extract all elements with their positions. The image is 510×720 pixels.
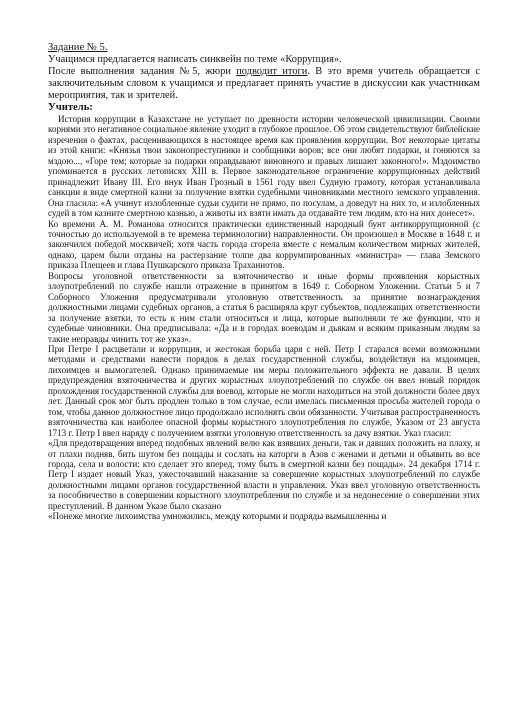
peter-first-paragraph: При Петре I расцветали и коррупция, и жестокая борьба царя с ней. Петр I старался всеми возможными методами и средствами навести порядок в делах государственной службы, воздействуя на мздоимцев, лихоимцев и вымогателей. Однако принимаемые им меры положительного эффекта не давали. В целях предупреждения взяточничества и других корыстных злоупотреблений по службе он ввел новый порядок прохождения государственной службы для воевод, которые не могли находиться на этой должности более двух лет. Данный срок мог быть продлен только в том случае, если имелась письменная просьба жителей города о том, чтобы данное должностное лицо продолжало исполнять свои обязанности. Учитывая распространенность взяточничества как наиболее опасной формы корыстного злоупотребления по службе, Указом от 23 августа 1713 г. Петр I ввел наряду с получением взятки уголовную ответственность за дачу взятки. Указ гласил:: [48, 343, 480, 438]
decree-quote-paragraph: «Для предотвращения вперед подобных явлений велю как взявших деньги, так и давших положить на плаху, и от плахи подняв, бить шутом без пощады и сослать на каторги в Азов с женами и детьми и объявить во все города, села и волости: кто сделает это вперед, тому быть в смертной казни без пощады». 24 декабря 1714 г. Петр I издает новый Указ, ужесточавший наказание за совершение корыстных злоупотреблений по службе должностными лицами органов государственной власти и управления. Указ ввел уголовную ответственность за пособничество в совершении корыстного злоупотребления по службе и за недонесение о совершении этих преступлений. В данном Указе было сказано: [48, 438, 480, 511]
task-after-before: После выполнения задания №5, жюри: [48, 66, 237, 77]
teacher-speaker-label: Учитель:: [48, 102, 93, 113]
document-page: [48, 42, 480, 522]
history-paragraph: История коррупции в Казахстане не уступает по древности истории человеческой цивилизации. Своими корнями это негативное социальное явление уходит в глубокое прошлое. Об этом свидетельствуют библейские изречения о фактах, расценивающихся в настоящее время как проявления коррупции. Вот некоторые цитаты из этой книги: «Князья твои законопреступники и сообщники воров; все они любят подарки, и гоняются за мздою..., «Горе тем; которые за подарки оправдывают виновного и правых лишают законного!». Мздоимство упоминается в русских летописях XIII в. Первое законодательное ограничение коррупционных действий принадлежит Ивану III. Его внук Иван Грозный в 1561 году ввел Судную грамоту, которая устанавливала санкции в виде смертной казни за получение взятки судебными чиновниками местного земского управления. Она гласила: «А учинут излобленные судьи судити не прямо, по посулам, а доведут на них то, и излобленных судей в том казните смертною казнью, а животы их взяти имать да отдавайте тем людям, кто на них донесет».: [48, 114, 480, 219]
task-after-rest: . В это время учитель обращается с заключительным словом к учащимся и предлагает принять участие в дискуссии как участникам мероприятия, так и зрителей.: [48, 66, 480, 101]
results-underlined-text: подводит итоги: [236, 66, 308, 77]
romanov-paragraph: Ко времени А. М. Романова относится практически единственный народный бунт антикоррупционной (с точностью до используемой в те времена терминологии) направленности. Он произошел в Москве в 1648 г. и закончился победой москвичей; хотя часть города сгорела вместе с немалым количеством мирных жителей, однако, царем были отданы на растерзание толпе два коррумпированных «министра» — глава Земского приказа Плещеев и глава Пушкарского приказа Траханиотов.: [48, 218, 480, 271]
sobornoe-ulozhenie-paragraph: Вопросы уголовной ответственности за взяточничество и иные формы проявления корыстных злоупотреблений по службе нашли отражение в принятом в 1649 г. Соборном Уложении. Статьи 5 и 7 Соборного Уложения предусматривали уголовную ответственность за принятие вознаграждения должностными лицами судебных органов, а статья 6 расширяла круг субъектов, подлежащих ответственности за получение взятки, то есть к ним стали относиться и лица, которые выполняли те же функции, что и судебные чиновники. Она предписывала: «Да и в городах воеводам и дьякам и всяким приказным людям за такие неправды чинить тот же указ».: [48, 270, 480, 344]
task-title: Задание № 5.: [48, 42, 108, 53]
final-quote-line: «Понеже многие лихоимства умножились, между которыми и подряды вымышленны и: [48, 511, 387, 522]
task-after-text: [48, 66, 480, 102]
task-intro: Учащимся предлагается написать синквейн по теме «Коррупция».: [48, 54, 342, 65]
